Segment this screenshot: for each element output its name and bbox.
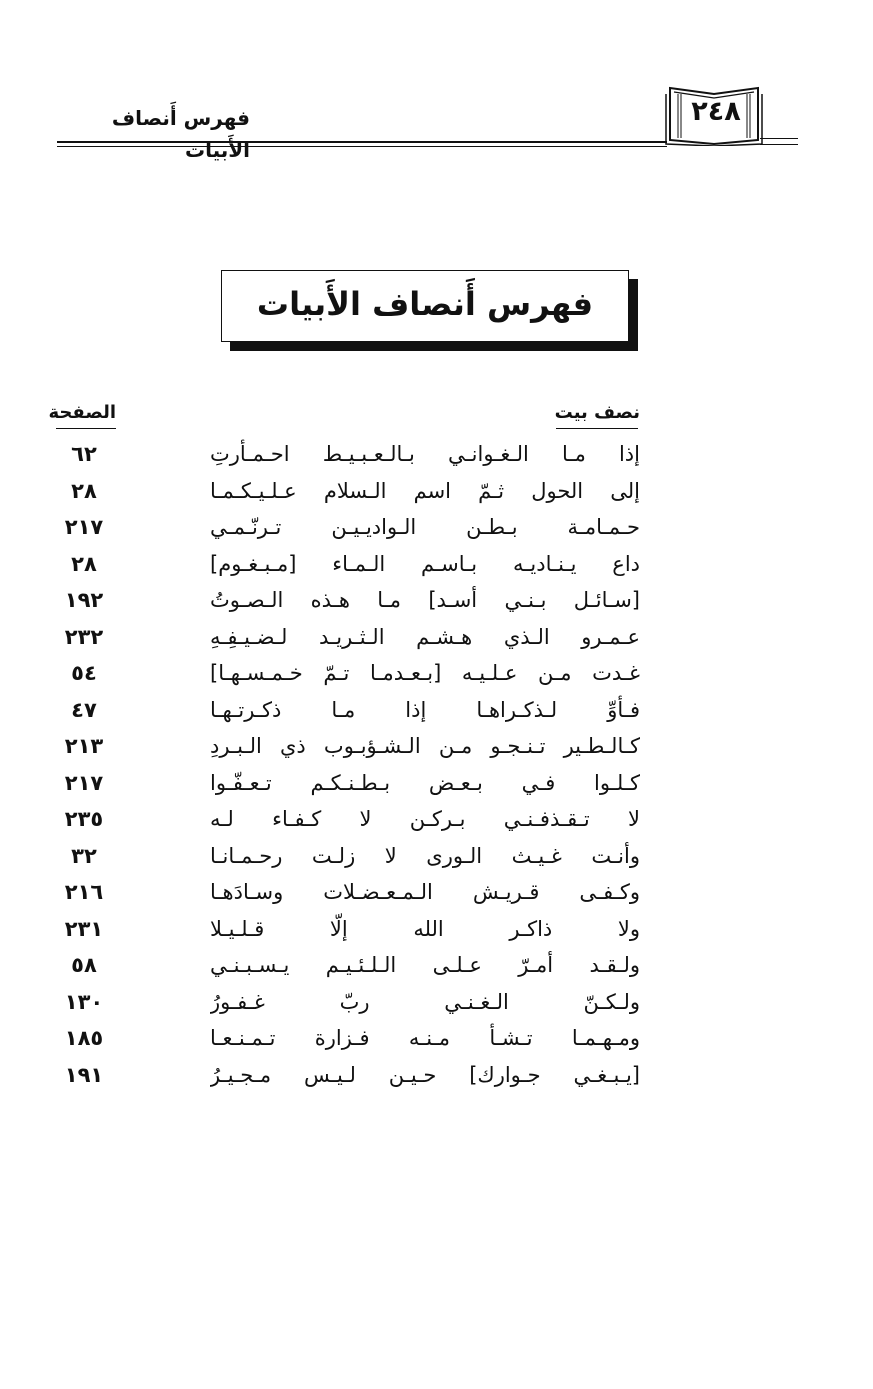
index-row <box>40 655 640 692</box>
page-column-rule <box>56 428 116 429</box>
verse-text: [يـبـغـي جـوارك] حـيـن لـيـس مـجـيـرُ <box>210 1062 640 1087</box>
header-rule-left <box>57 141 667 143</box>
title-box <box>221 270 629 342</box>
page-ref: ١٩٢ <box>64 588 104 612</box>
page-ref: ١٣٠ <box>64 989 104 1014</box>
page-ref: ٢١٧ <box>64 770 104 795</box>
index-row <box>40 984 640 1021</box>
index-row <box>40 436 640 473</box>
index-row <box>40 473 640 510</box>
verse-text: حـمـامـة بـطـن الـواديـيـن تـرنّـمـي <box>210 515 640 539</box>
index-row <box>40 509 640 546</box>
page-ref: ٢١٧ <box>64 515 104 539</box>
page-ref: ٢٨ <box>71 478 97 503</box>
verse-text: فـأوِّ لـذكـراهـا إذا مـا ذكـرتـهـا <box>210 697 640 722</box>
verse-text: وكـفـى قـريـش الـمـعـضـلات وسـادَهـا <box>210 880 640 904</box>
verse-text: ولـقـد أمـرّ عـلـى الـلـئـيـم يـسـبـنـي <box>210 953 640 977</box>
verse-text: إذا مـا الـغـوانـي بـالـعـبـيـط احـمـأرتِ <box>210 442 640 466</box>
index-row <box>40 1057 640 1094</box>
page-ref: ٦٢ <box>71 442 97 466</box>
verse-text: كـلـوا فـي بـعـض بـطـنـكـم تـعـفّـوا <box>210 770 640 795</box>
verse-text: ومـهـمـا تـشـأ مـنـه فـزارة تـمـنـعـا <box>210 1026 640 1050</box>
index-row <box>40 728 640 765</box>
page-ref: ٢١٣ <box>64 734 104 758</box>
index-title: فهرس أَنصاف الأَبيات <box>256 285 594 323</box>
index-row <box>40 619 640 656</box>
page-ref: ١٨٥ <box>64 1026 104 1050</box>
index-row <box>40 801 640 838</box>
page-ref: ٥٨ <box>71 953 97 977</box>
index-row <box>40 582 640 619</box>
verse-column-header: نصف بيت <box>554 402 640 423</box>
page-ref: ٤٧ <box>71 697 97 722</box>
running-header-title: فهرس أَنصاف الأَبيات <box>111 106 250 162</box>
verse-text: إلى الحول ثـمّ اسم الـسلام عـلـيـكـمـا <box>210 478 640 503</box>
page-ref: ١٩١ <box>64 1062 104 1087</box>
verse-text: لا تـقـذفـنـي بـركـن لا كـفـاء لـه <box>210 807 640 831</box>
page-ref: ٣٢ <box>71 843 97 868</box>
page-ref: ٢٣٥ <box>64 807 104 831</box>
index-row <box>40 765 640 802</box>
index-row <box>40 546 640 583</box>
index-list <box>40 436 640 1093</box>
verse-text: كـالـطـير تـنـجـو مـن الـشـؤبـوب ذي الـبـردِ <box>210 734 640 758</box>
page-column-header: الصفحة <box>48 402 116 423</box>
index-row <box>40 1020 640 1057</box>
page-ref: ٥٤ <box>71 661 97 685</box>
index-row <box>40 947 640 984</box>
verse-text: داع يـنـاديـه بـاسـم الـمـاء [مـبـغـوم] <box>210 551 640 576</box>
verse-text: ولـكـنّ الـغـنـي ربّ غـفـورُ <box>210 989 640 1014</box>
page-number: ٢٤٨ <box>691 96 741 127</box>
verse-text: غـدت مـن عـلـيـه [بـعـدمـا تـمّ خـمـسـهـا] <box>210 661 640 685</box>
verse-text: عـمـرو الـذي هـشـم الـثـريـد لـضـيـفِـهِ <box>210 624 640 649</box>
verse-column-rule <box>556 428 638 429</box>
page-ref: ٢٣١ <box>64 916 104 941</box>
header-rule-right <box>760 138 798 139</box>
page-ref: ٢٨ <box>71 551 97 576</box>
verse-text: ولا ذاكـر الله إلّا قـلـيـلا <box>210 916 640 941</box>
index-row <box>40 874 640 911</box>
verse-text: [سـائـل بـنـي أسـد] مـا هـذه الـصـوتُ <box>210 588 640 612</box>
index-row <box>40 692 640 729</box>
verse-text: وأنـت غـيـث الـورى لا زلـت رحـمـانـا <box>210 843 640 868</box>
page-ref: ٢٣٢ <box>64 624 104 649</box>
page-ref: ٢١٦ <box>64 880 104 904</box>
index-row <box>40 838 640 875</box>
index-row <box>40 911 640 948</box>
